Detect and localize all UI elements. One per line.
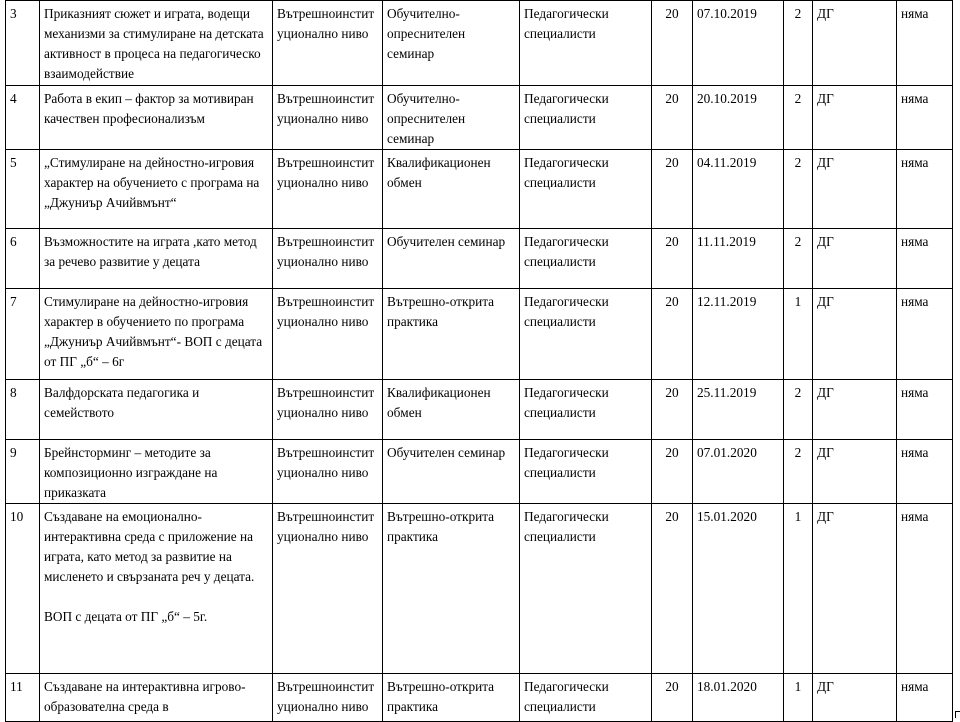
cost-cell: няма (897, 150, 953, 229)
topic-cell: Възможностите на играта ,като метод за речево развитие у децата (40, 229, 273, 289)
topic-cell: Работа в екип – фактор за мотивиран качествен професионализъм (40, 86, 273, 150)
level-cell: Вътрешноинституционално ниво (273, 289, 383, 380)
count-cell: 1 (784, 504, 813, 674)
topic-cell: „Стимулиране на дейностно-игровия характер на обучението с програма на „Джуниър Ачийвмънт“ (40, 150, 273, 229)
table-row (6, 674, 953, 722)
place-cell: ДГ (813, 150, 897, 229)
count-cell: 2 (784, 1, 813, 86)
cost-cell: няма (897, 86, 953, 150)
place-cell: ДГ (813, 1, 897, 86)
level-cell: Вътрешноинституционално ниво (273, 504, 383, 674)
row-number: 3 (6, 1, 40, 86)
count-cell: 2 (784, 380, 813, 440)
cost-cell: няма (897, 504, 953, 674)
paragraph-gap (44, 587, 268, 607)
row-number: 5 (6, 150, 40, 229)
hours-cell: 20 (652, 504, 693, 674)
row-number: 6 (6, 229, 40, 289)
form-cell: Вътрешно-открита практика (383, 674, 520, 722)
date-cell: 20.10.2019 (693, 86, 784, 150)
cost-cell: няма (897, 440, 953, 504)
hours-cell: 20 (652, 150, 693, 229)
audience-cell: Педагогически специалисти (520, 674, 652, 722)
cost-cell: няма (897, 1, 953, 86)
audience-cell: Педагогически специалисти (520, 440, 652, 504)
date-cell: 12.11.2019 (693, 289, 784, 380)
date-cell: 18.01.2020 (693, 674, 784, 722)
level-cell: Вътрешноинституционално ниво (273, 86, 383, 150)
qualification-plan-table (5, 0, 953, 722)
hours-cell: 20 (652, 229, 693, 289)
row-number: 11 (6, 674, 40, 722)
hours-cell: 20 (652, 440, 693, 504)
form-cell: Вътрешно-открита практика (383, 289, 520, 380)
place-cell: ДГ (813, 86, 897, 150)
topic-cell: Валфдорската педагогика и семейството (40, 380, 273, 440)
row-number: 10 (6, 504, 40, 674)
audience-cell: Педагогически специалисти (520, 1, 652, 86)
date-cell: 07.10.2019 (693, 1, 784, 86)
form-cell: Обучително-опреснителен семинар (383, 1, 520, 86)
cost-cell: няма (897, 289, 953, 380)
row-number: 7 (6, 289, 40, 380)
hours-cell: 20 (652, 380, 693, 440)
page-corner-mark (955, 711, 960, 718)
form-cell: Квалификационен обмен (383, 380, 520, 440)
count-cell: 2 (784, 150, 813, 229)
level-cell: Вътрешноинституционално ниво (273, 380, 383, 440)
row-number: 4 (6, 86, 40, 150)
date-cell: 15.01.2020 (693, 504, 784, 674)
topic-extra-text: ВОП с децата от ПГ „б“ – 5г. (44, 609, 208, 624)
topic-cell: Приказният сюжет и играта, водещи механизми за стимулиране на детската активност в процеса на педагогическо взаимодействие (40, 1, 273, 86)
form-cell: Вътрешно-открита практика (383, 504, 520, 674)
cost-cell: няма (897, 380, 953, 440)
audience-cell: Педагогически специалисти (520, 504, 652, 674)
count-cell: 1 (784, 289, 813, 380)
audience-cell: Педагогически специалисти (520, 229, 652, 289)
table-row (6, 289, 953, 380)
audience-cell: Педагогически специалисти (520, 289, 652, 380)
table-row (6, 150, 953, 229)
place-cell: ДГ (813, 289, 897, 380)
level-cell: Вътрешноинституционално ниво (273, 674, 383, 722)
count-cell: 2 (784, 86, 813, 150)
date-cell: 04.11.2019 (693, 150, 784, 229)
audience-cell: Педагогически специалисти (520, 86, 652, 150)
level-cell: Вътрешноинституционално ниво (273, 229, 383, 289)
place-cell: ДГ (813, 229, 897, 289)
table-row (6, 380, 953, 440)
table-row (6, 504, 953, 674)
hours-cell: 20 (652, 674, 693, 722)
audience-cell: Педагогически специалисти (520, 150, 652, 229)
topic-cell: Стимулиране на дейностно-игровия характер в обучението по програма „Джуниър Ачийвмънт“- ВОП с децата от ПГ „б“ – 6г (40, 289, 273, 380)
place-cell: ДГ (813, 380, 897, 440)
cost-cell: няма (897, 674, 953, 722)
date-cell: 25.11.2019 (693, 380, 784, 440)
form-cell: Квалификационен обмен (383, 150, 520, 229)
topic-cell: Брейнсторминг – методите за композиционно изграждане на приказката (40, 440, 273, 504)
topic-cell (40, 504, 273, 674)
level-cell: Вътрешноинституционално ниво (273, 1, 383, 86)
table-row (6, 1, 953, 86)
count-cell: 2 (784, 440, 813, 504)
form-cell: Обучителен семинар (383, 229, 520, 289)
table-row (6, 440, 953, 504)
table-row (6, 229, 953, 289)
count-cell: 1 (784, 674, 813, 722)
row-number: 8 (6, 380, 40, 440)
row-number: 9 (6, 440, 40, 504)
cost-cell: няма (897, 229, 953, 289)
place-cell: ДГ (813, 440, 897, 504)
topic-cell: Създаване на интерактивна игрово-образователна среда в (40, 674, 273, 722)
hours-cell: 20 (652, 289, 693, 380)
topic-text: Създаване на емоционално-интерактивна среда с приложение на играта, като метод за развитие на мисленето и свързаната реч у децата. (44, 509, 255, 584)
count-cell: 2 (784, 229, 813, 289)
audience-cell: Педагогически специалисти (520, 380, 652, 440)
form-cell: Обучително-опреснителен семинар (383, 86, 520, 150)
hours-cell: 20 (652, 1, 693, 86)
place-cell: ДГ (813, 504, 897, 674)
hours-cell: 20 (652, 86, 693, 150)
level-cell: Вътрешноинституционално ниво (273, 150, 383, 229)
date-cell: 11.11.2019 (693, 229, 784, 289)
level-cell: Вътрешноинституционално ниво (273, 440, 383, 504)
table-row (6, 86, 953, 150)
date-cell: 07.01.2020 (693, 440, 784, 504)
form-cell: Обучителен семинар (383, 440, 520, 504)
place-cell: ДГ (813, 674, 897, 722)
